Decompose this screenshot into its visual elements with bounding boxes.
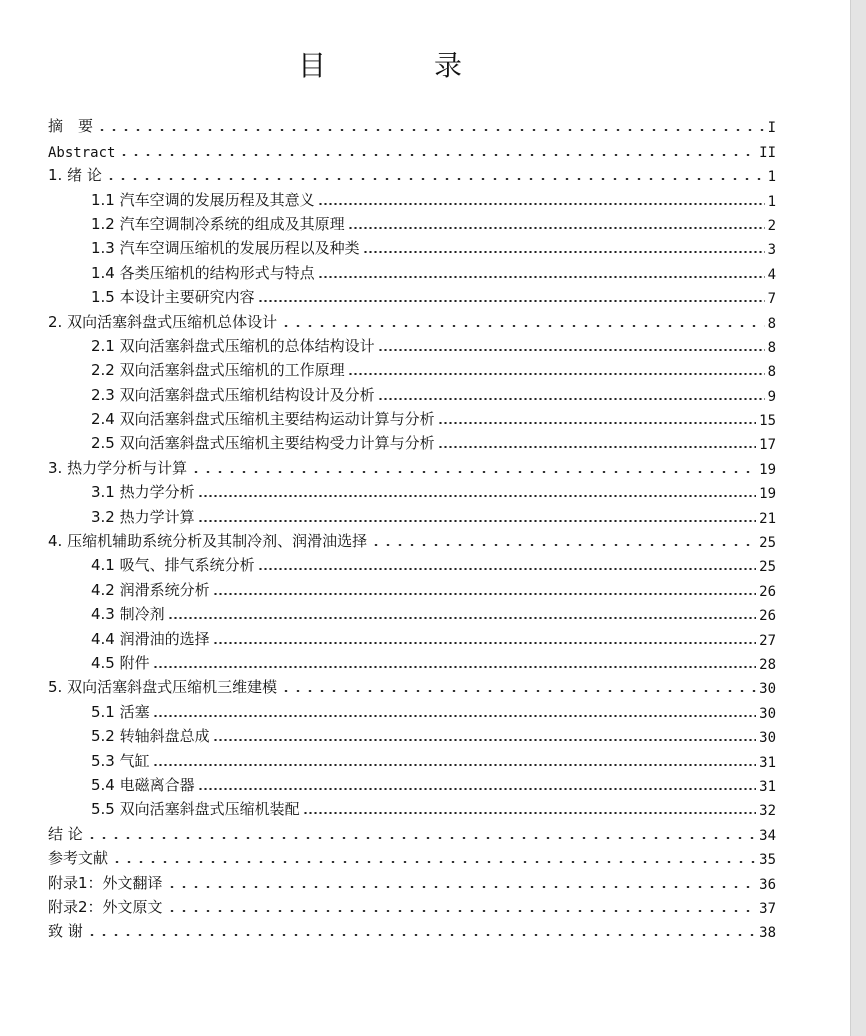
toc-subentry[interactable] (48, 795, 776, 819)
dot-leader (258, 568, 757, 570)
dot-leader (280, 690, 756, 692)
dot-leader (198, 788, 757, 790)
toc-entry[interactable] (48, 917, 776, 941)
toc-subentry[interactable] (48, 771, 776, 795)
toc-subentry[interactable] (48, 356, 776, 380)
toc-page-number: 7 (767, 291, 776, 308)
toc-entry[interactable] (48, 136, 776, 160)
toc-entry-label: 3. 热力学分析与计算 (48, 458, 188, 477)
toc-entry-label: 1.3 汽车空调压缩机的发展历程以及种类 (91, 239, 360, 258)
toc-page-number: 19 (759, 461, 776, 478)
toc-subentry[interactable] (48, 210, 776, 234)
toc-entry-label: 4.5 附件 (91, 653, 150, 672)
toc-page-number: 34 (759, 827, 776, 844)
toc-entry-label: 2.1 双向活塞斜盘式压缩机的总体结构设计 (91, 336, 375, 355)
dot-leader (96, 129, 765, 131)
toc-subentry[interactable] (48, 478, 776, 502)
toc-page-number: 28 (759, 656, 776, 673)
toc-subentry[interactable] (48, 283, 776, 307)
toc-entry-label: 5.2 转轴斜盘总成 (91, 727, 210, 746)
dot-leader (111, 861, 756, 863)
toc-page-number: 26 (759, 608, 776, 625)
toc-entry-label: 5.1 活塞 (91, 702, 150, 721)
toc-page-number: 8 (767, 339, 776, 356)
toc-entry-label: 1.1 汽车空调的发展历程及其意义 (91, 190, 315, 209)
toc-page-number: 31 (759, 778, 776, 795)
dot-leader (438, 446, 757, 448)
toc-subentry[interactable] (48, 722, 776, 746)
toc-subentry[interactable] (48, 429, 776, 453)
dot-leader (318, 203, 765, 205)
toc-title: 目 录 (297, 49, 502, 82)
toc-entry-label: 2.2 双向活塞斜盘式压缩机的工作原理 (91, 361, 345, 380)
toc-page-number: 8 (767, 364, 776, 381)
toc-subentry[interactable] (48, 332, 776, 356)
toc-page-number: 1 (767, 193, 776, 210)
toc-page-number: 9 (767, 388, 776, 405)
toc-page-number: 27 (759, 632, 776, 649)
toc-entry-label: 附录1：外文翻译 (48, 873, 163, 892)
toc-entry[interactable] (48, 161, 776, 185)
toc-page-number: 38 (759, 925, 776, 942)
toc-entry-label: 3.1 热力学分析 (91, 483, 195, 502)
toc-page-number: 30 (759, 705, 776, 722)
toc-page-number: 25 (759, 535, 776, 552)
toc-entry-label: 4.4 润滑油的选择 (91, 629, 210, 648)
toc-page-number: 15 (759, 413, 776, 430)
toc-entry-label: 4. 压缩机辅助系统分析及其制冷剂、润滑油选择 (48, 532, 368, 551)
toc-entry[interactable] (48, 527, 776, 551)
toc-page-number: 35 (759, 852, 776, 869)
dot-leader (86, 934, 756, 936)
toc-page-number: 3 (767, 242, 776, 259)
dot-leader (363, 251, 765, 253)
dot-leader (168, 617, 757, 619)
toc-page-number: I (767, 120, 776, 137)
toc-subentry[interactable] (48, 624, 776, 648)
toc-page-number: 2 (767, 217, 776, 234)
toc-entry-label: 2.5 双向活塞斜盘式压缩机主要结构受力计算与分析 (91, 434, 435, 453)
toc-entry-label: 4.2 润滑系统分析 (91, 580, 210, 599)
toc-entry-label: 1.4 各类压缩机的结构形式与特点 (91, 263, 315, 282)
toc-entry-label: 4.3 制冷剂 (91, 605, 165, 624)
toc-page-number: 1 (767, 169, 776, 186)
toc-entry-label: 5. 双向活塞斜盘式压缩机三维建模 (48, 678, 278, 697)
dot-leader (153, 764, 757, 766)
dot-leader (198, 520, 757, 522)
toc-subentry[interactable] (48, 234, 776, 258)
toc-entry[interactable] (48, 112, 776, 136)
toc-entry-label: 摘 要 (48, 117, 94, 136)
toc-page-number: 19 (759, 486, 776, 503)
toc-entry-label: 1.2 汽车空调制冷系统的组成及其原理 (91, 214, 345, 233)
toc-entry[interactable] (48, 868, 776, 892)
toc-page-number: 30 (759, 730, 776, 747)
dot-leader (190, 471, 756, 473)
toc-entry[interactable] (48, 307, 776, 331)
toc-page-number: 17 (759, 437, 776, 454)
dot-leader (348, 227, 765, 229)
toc-entry-label: 2.3 双向活塞斜盘式压缩机结构设计及分析 (91, 385, 375, 404)
dot-leader (348, 373, 765, 375)
dot-leader (258, 300, 765, 302)
toc-entry-label: Abstract (48, 144, 116, 161)
dot-leader (166, 886, 757, 888)
toc-entry[interactable] (48, 673, 776, 697)
toc-entry[interactable] (48, 893, 776, 917)
toc-entry-label: 结 论 (48, 824, 83, 843)
dot-leader (378, 398, 765, 400)
toc-subentry[interactable] (48, 258, 776, 282)
toc-subentry[interactable] (48, 746, 776, 770)
dot-leader (198, 495, 757, 497)
toc-subentry[interactable] (48, 185, 776, 209)
toc-entry-label: 4.1 吸气、排气系统分析 (91, 556, 255, 575)
toc-entry-label: 参考文献 (48, 849, 109, 868)
table-of-contents (48, 112, 776, 941)
dot-leader (118, 154, 756, 156)
dot-leader (166, 910, 757, 912)
toc-subentry[interactable] (48, 649, 776, 673)
toc-entry-label: 3.2 热力学计算 (91, 507, 195, 526)
dot-leader (153, 666, 757, 668)
dot-leader (318, 276, 765, 278)
toc-subentry[interactable] (48, 575, 776, 599)
toc-page-number: II (759, 144, 776, 161)
toc-entry-label: 5.3 气缸 (91, 751, 150, 770)
toc-entry[interactable] (48, 819, 776, 843)
dot-leader (213, 739, 757, 741)
dot-leader (280, 325, 764, 327)
toc-page-number: 4 (767, 266, 776, 283)
dot-leader (370, 544, 756, 546)
toc-page-number: 25 (759, 559, 776, 576)
dot-leader (303, 812, 757, 814)
toc-page-number: 36 (759, 876, 776, 893)
toc-entry-label: 1.5 本设计主要研究内容 (91, 288, 255, 307)
dot-leader (438, 422, 757, 424)
toc-subentry[interactable] (48, 380, 776, 404)
toc-entry[interactable] (48, 844, 776, 868)
toc-entry-label: 致 谢 (48, 922, 83, 941)
toc-entry-label: 附录2：外文原文 (48, 897, 163, 916)
toc-entry-label: 5.5 双向活塞斜盘式压缩机装配 (91, 800, 300, 819)
toc-page-number: 37 (759, 900, 776, 917)
toc-entry-label: 5.4 电磁离合器 (91, 775, 195, 794)
dot-leader (153, 715, 757, 717)
scrollbar-track[interactable] (850, 0, 866, 1036)
toc-page-number: 8 (767, 315, 776, 332)
toc-subentry[interactable] (48, 405, 776, 429)
dot-leader (213, 642, 757, 644)
toc-page-number: 30 (759, 681, 776, 698)
toc-subentry[interactable] (48, 600, 776, 624)
dot-leader (86, 837, 756, 839)
toc-subentry[interactable] (48, 551, 776, 575)
dot-leader (105, 178, 765, 180)
toc-entry-label: 1. 绪 论 (48, 166, 102, 185)
toc-entry-label: 2.4 双向活塞斜盘式压缩机主要结构运动计算与分析 (91, 410, 435, 429)
toc-page-number: 26 (759, 583, 776, 600)
dot-leader (378, 349, 765, 351)
toc-subentry[interactable] (48, 502, 776, 526)
toc-entry-label: 2. 双向活塞斜盘式压缩机总体设计 (48, 312, 278, 331)
toc-page-number: 32 (759, 803, 776, 820)
toc-page-number: 31 (759, 754, 776, 771)
dot-leader (213, 593, 757, 595)
toc-entry[interactable] (48, 453, 776, 477)
toc-subentry[interactable] (48, 697, 776, 721)
toc-page-number: 21 (759, 510, 776, 527)
